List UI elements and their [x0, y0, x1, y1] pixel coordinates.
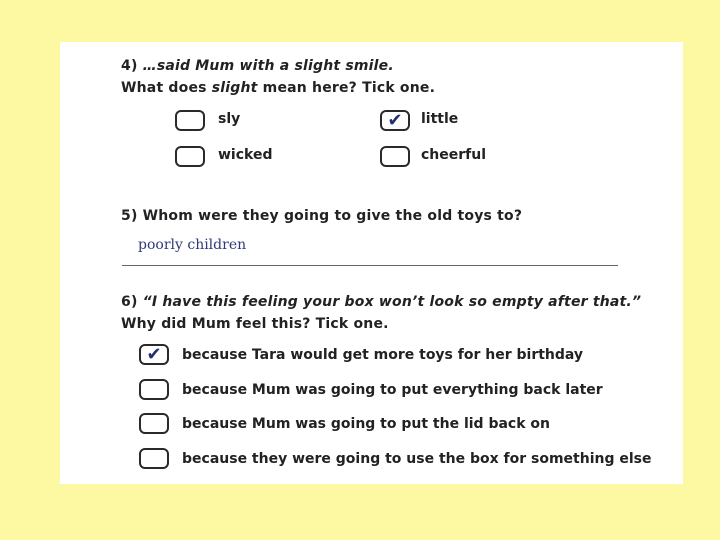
q6-checkbox-1[interactable] — [139, 344, 169, 365]
q6-number: 6) — [121, 294, 143, 310]
q4-question-line2 — [121, 80, 435, 96]
q5-question: 5) Whom were they going to give the old toys to? — [121, 208, 523, 224]
q6-option-4-label: because they were going to use the box for something else — [182, 451, 652, 467]
q4-option-wicked-label: wicked — [218, 147, 273, 163]
q6-option-3-label: because Mum was going to put the lid back on — [182, 416, 550, 432]
q4-checkbox-little[interactable] — [380, 110, 410, 131]
tick-mark-icon: ✔ — [387, 110, 403, 131]
q6-quote: “I have this feeling your box won’t look so empty after that.” — [142, 294, 642, 310]
q4-option-cheerful-label: cheerful — [421, 147, 487, 163]
tick-mark-icon: ✔ — [146, 344, 162, 365]
q6-question-line2: Why did Mum feel this? Tick one. — [121, 316, 389, 332]
q5-answer-line — [122, 265, 618, 266]
q5-answer-text[interactable]: poorly children — [138, 237, 247, 253]
q6-option-1-label: because Tara would get more toys for her birthday — [182, 347, 584, 363]
worksheet — [60, 42, 683, 484]
q6-checkbox-2[interactable] — [139, 379, 169, 400]
q4-number: 4) — [121, 58, 143, 74]
q4-target-word: slight — [211, 80, 258, 96]
q4-option-sly-label: sly — [218, 111, 241, 127]
q6-checkbox-3[interactable] — [139, 413, 169, 434]
q4-question-line1 — [121, 58, 394, 74]
q4-quote: …said Mum with a slight smile. — [142, 58, 394, 74]
q6-question-line1 — [121, 294, 641, 310]
q6-checkbox-4[interactable] — [139, 448, 169, 469]
q6-option-2-label: because Mum was going to put everything back later — [182, 382, 603, 398]
q4-prompt-start: What does — [121, 80, 212, 96]
q4-checkbox-cheerful[interactable] — [380, 146, 410, 167]
q4-checkbox-wicked[interactable] — [175, 146, 205, 167]
q4-checkbox-sly[interactable] — [175, 110, 205, 131]
q4-prompt-end: mean here? Tick one. — [257, 80, 436, 96]
q4-option-little-label: little — [421, 111, 459, 127]
